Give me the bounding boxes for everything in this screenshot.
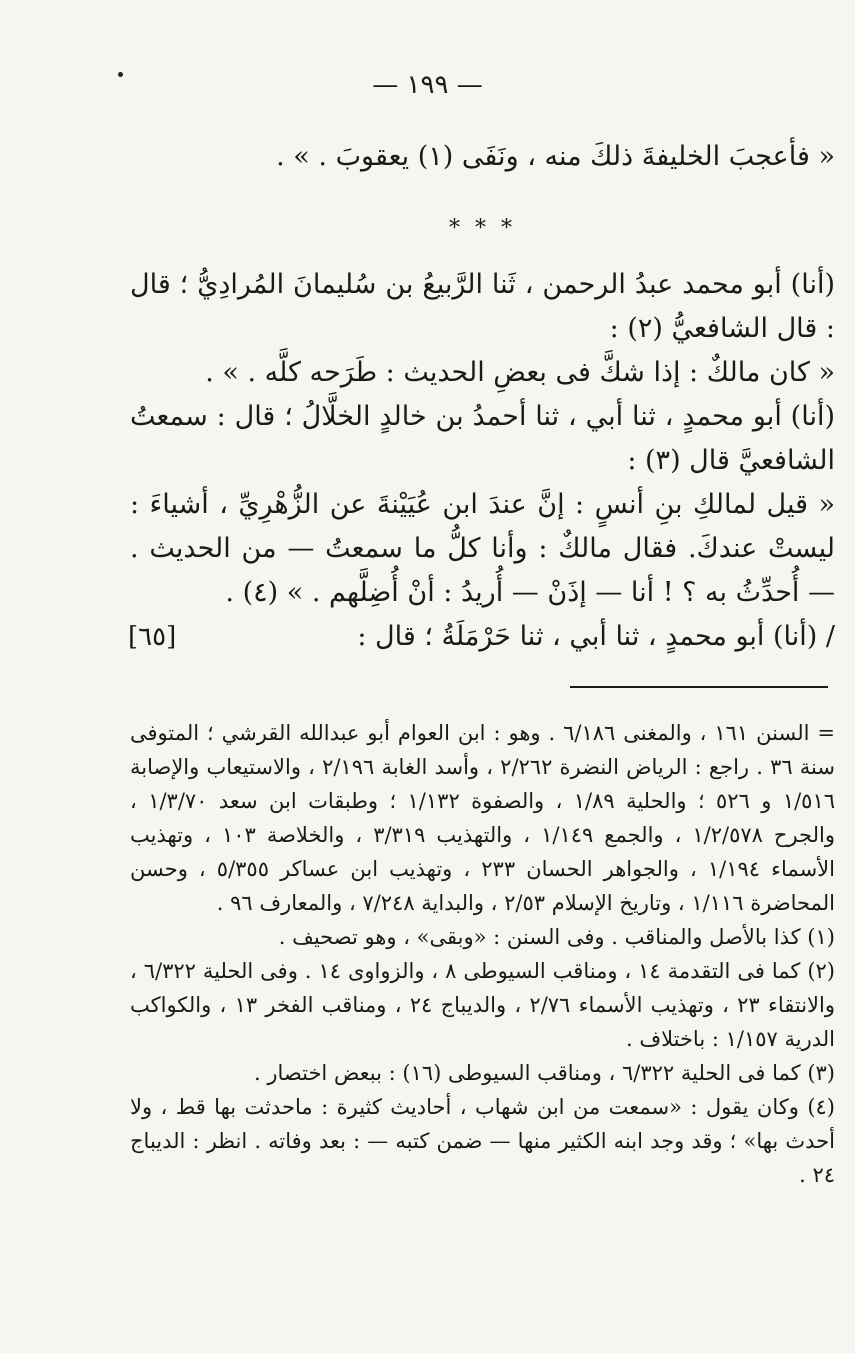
narration-chain-1: (أنا) أبو محمد عبدُ الرحمن ، ثَنا الرَّبيعُ بن سُليمانَ المُرادِيُّ ؛ قال : قال الشافعيُّ (٢) : xyxy=(130,269,835,344)
footnote-3: (٣) كما فى الحلية ٦/٣٢٢ ، ومناقب السيوطى (١٦) : ببعض اختصار . xyxy=(254,1061,835,1085)
footnotes-block xyxy=(130,716,835,1192)
footnote-1: (١) كذا بالأصل والمناقب . وفى السنن : «وبقى» ، وهو تصحيف . xyxy=(278,925,835,949)
section-separator: * * * xyxy=(449,216,516,241)
footnote-4: (٤) وكان يقول : «سمعت من ابن شهاب ، أحاديث كثيرة : ماحدثت بها قط ، ولا أحدث بها» ؛ وقد وجد ابنه الكثير منها — ضمن كتبه — : بعد وفاته . انظر : الديباج ٢٤ . xyxy=(130,1095,835,1187)
quote-paragraph-2: « كان مالكٌ : إذا شكَّ فى بعضِ الحديث : طَرَحه كلَّه . » . xyxy=(205,357,835,388)
quote-paragraph-1: « فأعجبَ الخليفةَ ذلكَ منه ، ونَفَى (١) يعقوبَ . » . xyxy=(276,141,835,172)
quote-paragraph-3: « قيل لمالكِ بنِ أنسٍ : إنَّ عندَ ابن عُيَيْنةَ عن الزُّهْرِيِّ ، أشياءَ : ليستْ عندكَ. فقال مالكٌ : وأنا كلُّ ما سمعتُ — من الحديث . — أُحدِّثُ به ؟ ! أنا — إذَنْ — أُريدُ : أنْ أُضِلَّهم . » (٤) . xyxy=(130,489,835,608)
footnote-continuation: = السنن ١٦١ ، والمغنى ٦/١٨٦ . وهو : ابن العوام أبو عبدالله القرشي ؛ المتوفى سنة ٣٦ . راجع : الرياض النضرة ٢/٢٦٢ ، وأسد الغابة ٢/١٩٦ ، والاستيعاب والإصابة ١/٥١٦ و ٥٢٦ ؛ والحلية ١/٨٩ ، والصفوة ١/١٣٢ ؛ وطبقات ابن سعد ١/٣/٧٠ ، والجرح ١/٢/٥٧٨ ، والجمع ١/١٤٩ ، والتهذيب ٣/٣١٩ ، والخلاصة ١٠٣ ، وتهذيب الأسماء ١/١٩٤ ، والجواهر الحسان ٢٣٣ ، وتهذيب ابن عساكر ٥/٣٥٥ ، وحسن المحاضرة ١/١١٦ ، وتاريخ الإسلام ٢/٥٣ ، والبداية ٧/٢٤٨ ، والمعارف ٩٦ . xyxy=(130,721,836,915)
folio-reference: [٦٥] xyxy=(128,622,177,652)
narration-chain-3-row xyxy=(130,615,835,659)
narration-chain-2: (أنا) أبو محمدٍ ، ثنا أبي ، ثنا أحمدُ بن خالدٍ الخلَّالُ ؛ قال : سمعتُ الشافعيَّ قال (٣) : xyxy=(130,401,835,476)
page-number: — ١٩٩ — xyxy=(372,70,483,100)
main-text-block xyxy=(130,135,835,659)
narration-chain-3: / (أنا) أبو محمدٍ ، ثنا أبي ، ثنا حَرْمَلَةُ ؛ قال : xyxy=(357,621,835,652)
footnote-2: (٢) كما فى التقدمة ١٤ ، ومناقب السيوطى ٨ ، والزواوى ١٤ . وفى الحلية ٦/٣٢٢ ، والانتقاء ٢٣ ، وتهذيب الأسماء ٢/٧٦ ، والديباج ٢٤ ، ومناقب الفخر ١٣ ، والكواكب الدرية ١/١٥٧ : باختلاف . xyxy=(130,959,835,1051)
footnote-divider xyxy=(570,686,828,688)
